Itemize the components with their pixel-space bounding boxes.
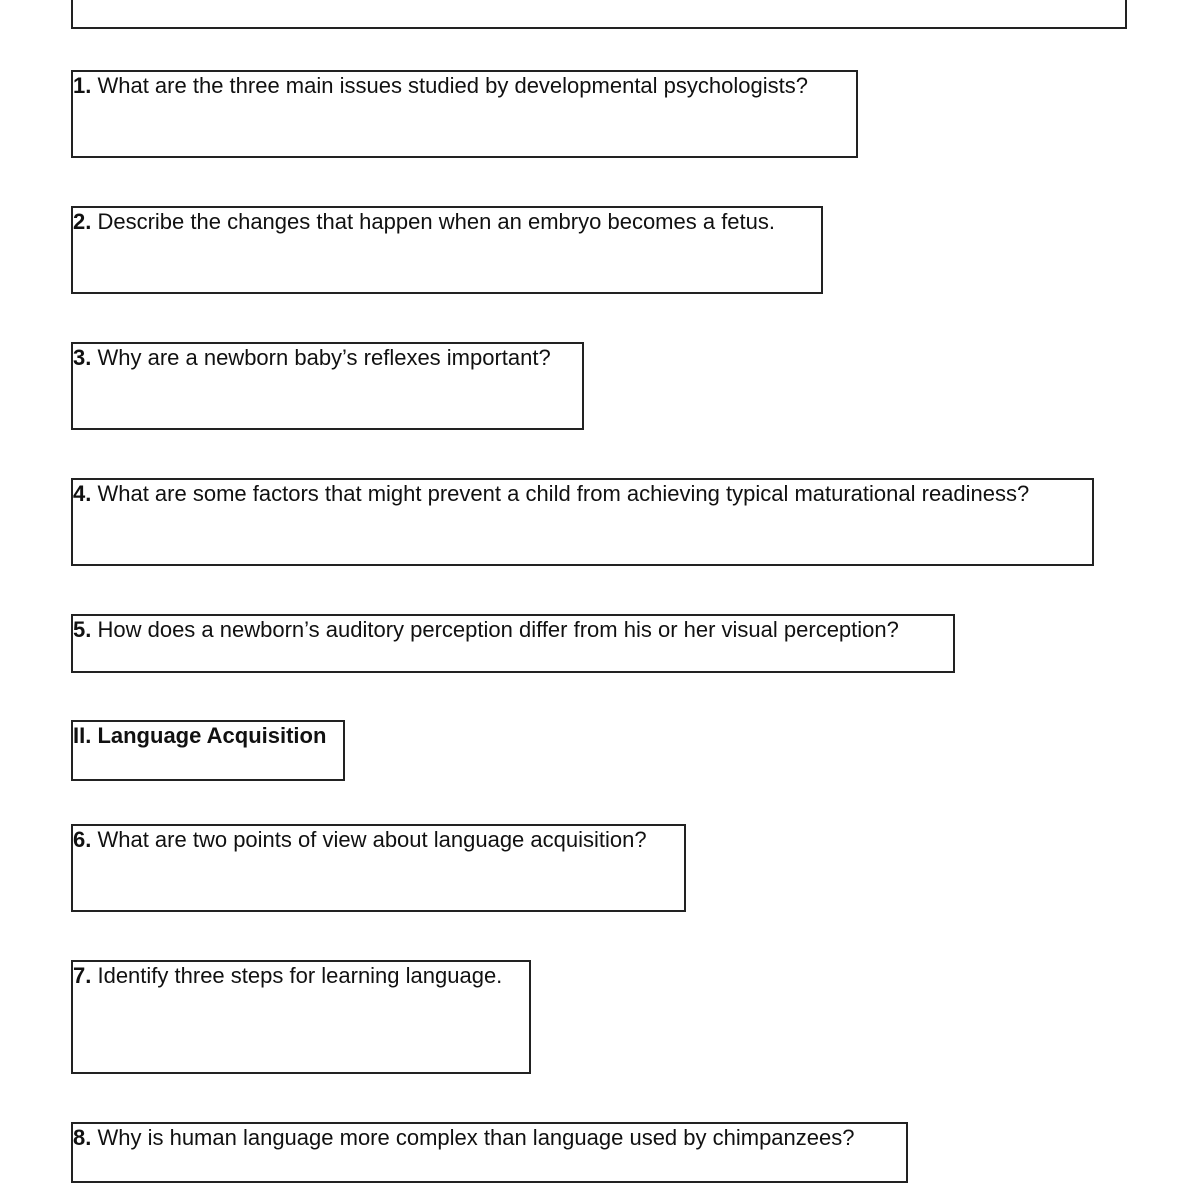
- question-4-text: 4. What are some factors that might prevent a child from achieving typical maturational readiness?: [73, 481, 1030, 506]
- question-6-text: 6. What are two points of view about language acquisition?: [73, 827, 647, 852]
- question-7-text: 7. Identify three steps for learning language.: [73, 963, 503, 988]
- question-1-text: 1. What are the three main issues studied by developmental psychologists?: [73, 73, 808, 98]
- question-5-text: 5. How does a newborn’s auditory perception differ from his or her visual perception?: [73, 617, 899, 642]
- question-3-box[interactable]: [71, 342, 584, 430]
- question-1-box[interactable]: [71, 70, 858, 158]
- question-8-box[interactable]: [71, 1122, 908, 1183]
- question-6-box[interactable]: [71, 824, 686, 912]
- question-4-box[interactable]: [71, 478, 1094, 566]
- section-heading-box: [71, 720, 345, 781]
- question-2-box[interactable]: [71, 206, 823, 294]
- question-3-text: 3. Why are a newborn baby’s reflexes important?: [73, 345, 551, 370]
- question-8-text: 8. Why is human language more complex than language used by chimpanzees?: [73, 1125, 855, 1150]
- question-7-box[interactable]: [71, 960, 531, 1074]
- previous-answer-box[interactable]: [71, 0, 1127, 29]
- question-2-text: 2. Describe the changes that happen when an embryo becomes a fetus.: [73, 209, 776, 234]
- question-5-box[interactable]: [71, 614, 955, 673]
- section-heading: II. Language Acquisition: [73, 723, 327, 748]
